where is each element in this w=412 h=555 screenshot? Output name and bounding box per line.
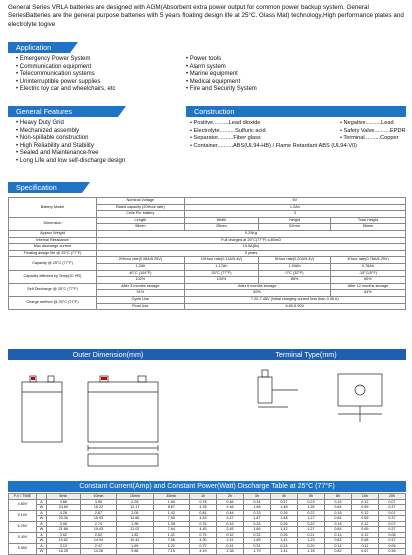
intro-text: General Series VRLA batteries are designed with AGM(Absorbent extra power output for common power backup system. General SeriesBatteries are the general purpose batteries with 5 years floating design life at 25°C. Glass Mat) technology,High performance plates and electrolyte togive bbox=[8, 4, 404, 28]
discharge-cell: 0.26 bbox=[270, 532, 297, 538]
discharge-cell: 2.62 bbox=[80, 532, 116, 538]
discharge-cell: 0.22 bbox=[297, 521, 324, 527]
spec-label: Cells Per battery bbox=[97, 211, 185, 218]
discharge-cell: 9.86 bbox=[117, 549, 153, 555]
temp-label: Capacity affected by Temp(20 HR) bbox=[9, 270, 97, 283]
application-list-left bbox=[16, 56, 116, 94]
discharge-cell: 8.67 bbox=[153, 505, 189, 511]
capacity-value: 1.2Ah bbox=[97, 263, 185, 270]
feature-item: • Long Life and low self-discharge design bbox=[16, 158, 125, 166]
discharge-cell: 11.02 bbox=[117, 527, 153, 533]
capacity-head: 10Hour rate(0.11A/5.4V) bbox=[184, 257, 259, 264]
discharge-cell: 1.60 bbox=[153, 499, 189, 505]
discharge-cell: 0.07 bbox=[378, 510, 405, 516]
discharge-cell: 16.25 bbox=[47, 549, 81, 555]
discharge-head: 3h bbox=[243, 494, 270, 500]
discharge-cell: 0.21 bbox=[297, 532, 324, 538]
spec-table bbox=[8, 197, 406, 310]
discharge-cell: 0.37 bbox=[378, 538, 405, 544]
discharge-cell: 0.78 bbox=[190, 499, 217, 505]
features-list bbox=[16, 120, 125, 166]
spec-value: 15.5A(5s) bbox=[97, 244, 406, 251]
discharge-cell: 0.14 bbox=[324, 543, 351, 549]
construction-container: • Container..........ABS(UL94-HB) / Flame Retardant ABS (UL94-V0) bbox=[190, 143, 357, 151]
discharge-cell: 4.30 bbox=[190, 538, 217, 544]
application-item: • Emergency Power System bbox=[16, 56, 116, 64]
discharge-cell: 0.69 bbox=[351, 516, 378, 522]
dimension-label: Dimension bbox=[9, 217, 97, 230]
discharge-cell: 0.12 bbox=[351, 510, 378, 516]
application-list-right bbox=[186, 56, 257, 94]
discharge-voltage: 5.25V bbox=[9, 521, 37, 532]
discharge-cell: 0.37 bbox=[378, 516, 405, 522]
discharge-cell: 0.33 bbox=[243, 521, 270, 527]
discharge-cell: 1.86 bbox=[243, 527, 270, 533]
discharge-cell: 7.96 bbox=[153, 516, 189, 522]
discharge-head: 2h bbox=[216, 494, 243, 500]
discharge-unit: W bbox=[37, 527, 47, 533]
specification-title: Specification bbox=[16, 183, 57, 192]
temp-head: 40°C (104°F) bbox=[97, 270, 185, 277]
discharge-cell: 3.13 bbox=[47, 543, 81, 549]
application-header bbox=[8, 42, 70, 53]
construction-item: • Terminal..........Copper bbox=[340, 135, 398, 143]
discharge-cell: 3.98 bbox=[47, 521, 81, 527]
application-item: • Communication equipment bbox=[16, 64, 116, 72]
discharge-cell: 0.69 bbox=[351, 527, 378, 533]
temp-head: 25°C (77°F) bbox=[184, 270, 259, 277]
discharge-unit: A bbox=[37, 510, 47, 516]
discharge-cell: 7.64 bbox=[153, 527, 189, 533]
application-item: • Medical equipment bbox=[186, 79, 257, 87]
discharge-cell: 11.66 bbox=[117, 516, 153, 522]
discharge-cell: 0.81 bbox=[190, 510, 217, 516]
discharge-head: 4h bbox=[270, 494, 297, 500]
discharge-cell: 0.06 bbox=[378, 532, 405, 538]
discharge-cell: 4.19 bbox=[190, 549, 217, 555]
discharge-cell: 1.38 bbox=[153, 521, 189, 527]
discharge-cell: 0.46 bbox=[216, 499, 243, 505]
discharge-cell: 0.11 bbox=[351, 543, 378, 549]
discharge-cell: 0.83 bbox=[324, 538, 351, 544]
feature-item: • High Reliability and Stability bbox=[16, 143, 125, 151]
discharge-voltage: 5.40V bbox=[9, 532, 37, 543]
discharge-cell: 2.38 bbox=[216, 549, 243, 555]
discharge-cell: 3.06 bbox=[80, 499, 116, 505]
outer-dimension-title: Outer Dimension(mm) bbox=[72, 350, 144, 359]
spec-value: 1.2Ah bbox=[184, 204, 405, 211]
spec-label: Max.discharge current bbox=[9, 244, 97, 251]
discharge-cell: 1.41 bbox=[270, 538, 297, 544]
spec-value: 3 bbox=[184, 211, 405, 218]
discharge-cell: 0.36 bbox=[378, 549, 405, 555]
discharge-cell: 0.32 bbox=[243, 532, 270, 538]
self-head: After 6 months storage bbox=[184, 283, 330, 290]
discharge-cell: 0.84 bbox=[324, 527, 351, 533]
terminal-drawing bbox=[258, 377, 272, 403]
discharge-cell: 1.82 bbox=[117, 532, 153, 538]
discharge-cell: 7.15 bbox=[153, 549, 189, 555]
discharge-cell: 1.42 bbox=[153, 510, 189, 516]
self-value: 64% bbox=[330, 290, 405, 297]
capacity-label: Capacity @ 25°C (77°F) bbox=[9, 257, 97, 270]
discharge-cell: 0.34 bbox=[243, 499, 270, 505]
discharge-cell: 0.75 bbox=[190, 532, 217, 538]
features-title: General Features bbox=[16, 107, 72, 116]
discharge-cell: 0.16 bbox=[324, 510, 351, 516]
discharge-unit: W bbox=[37, 538, 47, 544]
discharge-cell: 2.41 bbox=[216, 538, 243, 544]
feature-item: • Heavy Duty Grid bbox=[16, 120, 125, 128]
discharge-unit: W bbox=[37, 505, 47, 511]
self-head: After 3 months storage bbox=[97, 283, 185, 290]
application-title: Application bbox=[16, 43, 52, 52]
discharge-unit: A bbox=[37, 532, 47, 538]
discharge-cell: 0.27 bbox=[270, 499, 297, 505]
spec-label: Rated capacity (20Hour rate) bbox=[97, 204, 185, 211]
discharge-cell: 0.37 bbox=[378, 505, 405, 511]
discharge-cell: 1.27 bbox=[297, 516, 324, 522]
discharge-table-title: Constant Current(Amp) and Constant Power(Watt) Discharge Table at 25°C (77°F) bbox=[79, 483, 335, 490]
discharge-cell: 0.68 bbox=[351, 538, 378, 544]
battery-top-view bbox=[88, 454, 158, 466]
discharge-cell: 15.43 bbox=[80, 527, 116, 533]
discharge-unit: A bbox=[37, 521, 47, 527]
discharge-cell: 1.85 bbox=[243, 538, 270, 544]
discharge-cell: 0.67 bbox=[351, 549, 378, 555]
terminal-type-header bbox=[206, 349, 406, 360]
charge-head: Cycle Use bbox=[97, 296, 185, 303]
discharge-cell: 0.76 bbox=[190, 521, 217, 527]
dim-value: 52mm bbox=[259, 224, 331, 231]
dim-head: Width bbox=[184, 217, 259, 224]
construction-list bbox=[190, 120, 406, 150]
discharge-table bbox=[8, 493, 406, 555]
dimension-drawings bbox=[8, 362, 406, 470]
battery-model-label: Battery Model bbox=[9, 198, 97, 218]
self-value: 82% bbox=[184, 290, 330, 297]
discharge-cell: 1.86 bbox=[243, 505, 270, 511]
discharge-cell: 2.05 bbox=[117, 510, 153, 516]
discharge-unit: W bbox=[37, 549, 47, 555]
discharge-cell: 0.26 bbox=[270, 521, 297, 527]
discharge-cell: 0.23 bbox=[297, 499, 324, 505]
application-item: • Alarm system bbox=[186, 64, 257, 72]
features-header bbox=[8, 106, 118, 117]
charge-value: 6.80-6.90V bbox=[184, 303, 405, 310]
construction-item: • Electrolyte..........Sulfuric acid bbox=[190, 128, 340, 136]
discharge-cell: 0.20 bbox=[297, 543, 324, 549]
discharge-cell: 4.28 bbox=[47, 510, 81, 516]
self-discharge-label: Self Discharge @ 25°C (77°F) bbox=[9, 283, 97, 296]
capacity-head: 5Hour rate(0.20A/5.4V) bbox=[259, 257, 331, 264]
discharge-cell: 1.41 bbox=[270, 549, 297, 555]
discharge-head: 20h bbox=[378, 494, 405, 500]
construction-item: • Negative..........Lead bbox=[340, 120, 394, 128]
outer-dimension-header bbox=[8, 349, 208, 360]
discharge-cell: 2.47 bbox=[216, 516, 243, 522]
discharge-cell: 12.17 bbox=[117, 505, 153, 511]
discharge-cell: 10.42 bbox=[117, 538, 153, 544]
discharge-cell: 1.79 bbox=[243, 549, 270, 555]
capacity-head: 20Hour rate(0.06A/5.25V) bbox=[97, 257, 185, 264]
self-value: 91% bbox=[97, 290, 185, 297]
capacity-head: 1Hour rate(0.78A/5.25V) bbox=[330, 257, 405, 264]
discharge-cell: 1.26 bbox=[297, 505, 324, 511]
dim-head: Length bbox=[97, 217, 185, 224]
discharge-cell: 14.94 bbox=[80, 538, 116, 544]
discharge-voltage: 4.80V bbox=[9, 499, 37, 510]
construction-item: • Safety Valve..........EPDR bbox=[340, 128, 406, 136]
discharge-cell: 0.82 bbox=[324, 549, 351, 555]
discharge-voltage: 5.10V bbox=[9, 510, 37, 521]
discharge-cell: 0.14 bbox=[324, 532, 351, 538]
application-item: • Electric toy car and wheelchairs, etc bbox=[16, 86, 116, 94]
discharge-cell: 16.22 bbox=[80, 505, 116, 511]
capacity-value: 0.78Ah bbox=[330, 263, 405, 270]
discharge-unit: A bbox=[37, 499, 47, 505]
dim-head: Height bbox=[259, 217, 331, 224]
discharge-head: 8h bbox=[324, 494, 351, 500]
charge-method-label: Charge method @ 25°C (77°F) bbox=[9, 296, 97, 309]
spec-value: Full charged at 25°C(77°F) ≤:80mΩ bbox=[97, 237, 406, 244]
discharge-cell: 1.96 bbox=[117, 521, 153, 527]
discharge-voltage: 5.55V bbox=[9, 543, 37, 554]
discharge-cell: 2.46 bbox=[216, 505, 243, 511]
spec-value: 6V bbox=[184, 198, 405, 205]
discharge-cell: 1.27 bbox=[297, 527, 324, 533]
discharge-row bbox=[9, 549, 406, 555]
discharge-table-header bbox=[8, 481, 406, 492]
discharge-cell: 14.28 bbox=[80, 549, 116, 555]
spec-value: 5 years bbox=[97, 250, 406, 257]
discharge-cell: 0.43 bbox=[216, 521, 243, 527]
discharge-cell: 0.44 bbox=[216, 510, 243, 516]
discharge-cell: 0.41 bbox=[216, 543, 243, 549]
construction-title: Construction bbox=[194, 107, 235, 116]
discharge-cell: 0.26 bbox=[270, 510, 297, 516]
discharge-head: 5min bbox=[47, 494, 81, 500]
discharge-cell: 0.84 bbox=[324, 505, 351, 511]
discharge-cell: 0.72 bbox=[190, 543, 217, 549]
application-item: • Fire and Security System bbox=[186, 86, 257, 94]
application-item: • Uninterruptible power supplies bbox=[16, 79, 116, 87]
discharge-cell: 0.42 bbox=[216, 532, 243, 538]
spec-label: Nominal Voltage bbox=[97, 198, 185, 205]
discharge-head: 10h bbox=[351, 494, 378, 500]
feature-item: • Mechanized assembly bbox=[16, 128, 125, 136]
discharge-cell: 0.84 bbox=[324, 516, 351, 522]
discharge-head: 10min bbox=[80, 494, 116, 500]
dim-head: Total Height bbox=[330, 217, 405, 224]
spec-label: Approx Weight bbox=[9, 230, 97, 237]
discharge-cell: 0.12 bbox=[351, 532, 378, 538]
temp-head: 0°C (32°F) bbox=[259, 270, 331, 277]
capacity-value: 1.04Ah bbox=[259, 263, 331, 270]
discharge-head: 1h bbox=[190, 494, 217, 500]
discharge-cell: 2.47 bbox=[80, 543, 116, 549]
discharge-cell: 0.06 bbox=[378, 543, 405, 549]
discharge-cell: 3.62 bbox=[47, 532, 81, 538]
construction-item: • Separator..........Fiber glass bbox=[190, 135, 340, 143]
application-item: • Marine equipment bbox=[186, 71, 257, 79]
self-head: After 12 months storage bbox=[330, 283, 405, 290]
discharge-head: F.V / TIME bbox=[9, 494, 37, 500]
spec-value: 0.29Kg bbox=[97, 230, 406, 237]
discharge-cell: 0.69 bbox=[351, 505, 378, 511]
discharge-cell: 0.24 bbox=[270, 543, 297, 549]
charge-value: 7.20-7.45V (Initial charging current less than 0.36 A) bbox=[184, 296, 405, 303]
discharge-cell: 0.12 bbox=[351, 499, 378, 505]
specification-header bbox=[8, 182, 82, 193]
temp-value: 102% bbox=[97, 277, 185, 284]
discharge-body bbox=[9, 499, 406, 554]
discharge-cell: 0.07 bbox=[378, 521, 405, 527]
temp-head: -15°C(5°F) bbox=[330, 270, 405, 277]
temp-value: 65% bbox=[330, 277, 405, 284]
discharge-cell: 4.45 bbox=[190, 527, 217, 533]
discharge-cell: 23.36 bbox=[47, 516, 81, 522]
discharge-unit: W bbox=[37, 516, 47, 522]
discharge-cell: 0.07 bbox=[378, 499, 405, 505]
discharge-cell: 0.31 bbox=[243, 543, 270, 549]
discharge-cell: 0.37 bbox=[378, 527, 405, 533]
feature-item: • Sealed and Maintenance-free bbox=[16, 150, 125, 158]
discharge-cell: 4.25 bbox=[190, 505, 217, 511]
discharge-cell: 19.62 bbox=[47, 538, 81, 544]
discharge-cell: 1.48 bbox=[270, 505, 297, 511]
dim-value: 25mm bbox=[184, 224, 259, 231]
discharge-cell: 1.87 bbox=[243, 516, 270, 522]
spec-label: Internal Resistance bbox=[9, 237, 97, 244]
discharge-cell: 0.12 bbox=[351, 521, 378, 527]
discharge-head: 5h bbox=[297, 494, 324, 500]
spec-label: Floating design life @ 25°C (77°F) bbox=[9, 250, 97, 257]
discharge-cell: 24.60 bbox=[47, 505, 81, 511]
feature-item: • Non-spillable construction bbox=[16, 135, 125, 143]
charge-head: Float Use bbox=[97, 303, 185, 310]
discharge-cell: 15.93 bbox=[80, 516, 116, 522]
discharge-cell: 0.22 bbox=[297, 510, 324, 516]
discharge-cell: 1.48 bbox=[270, 516, 297, 522]
discharge-cell: 4.53 bbox=[190, 516, 217, 522]
discharge-cell: 1.18 bbox=[297, 549, 324, 555]
application-item: • Power tools bbox=[186, 56, 257, 64]
discharge-cell: 2.74 bbox=[80, 521, 116, 527]
discharge-cell: 2.45 bbox=[216, 527, 243, 533]
discharge-cell: 1.31 bbox=[153, 532, 189, 538]
terminal-type-title: Terminal Type(mm) bbox=[275, 350, 337, 359]
discharge-head: 30min bbox=[153, 494, 189, 500]
discharge-cell: 2.87 bbox=[80, 510, 116, 516]
discharge-unit: A bbox=[37, 543, 47, 549]
discharge-head: 15min bbox=[117, 494, 153, 500]
discharge-cell: 7.56 bbox=[153, 538, 189, 544]
discharge-cell: 0.33 bbox=[243, 510, 270, 516]
discharge-cell: 1.69 bbox=[117, 543, 153, 549]
battery-front-view bbox=[22, 382, 62, 442]
discharge-cell: 1.42 bbox=[270, 527, 297, 533]
temp-value: 100% bbox=[184, 277, 259, 284]
temp-value: 85% bbox=[259, 277, 331, 284]
discharge-cell: 21.86 bbox=[47, 527, 81, 533]
construction-header bbox=[186, 106, 406, 117]
application-item: • Telecommunication systems bbox=[16, 71, 116, 79]
battery-side-view bbox=[88, 382, 158, 442]
capacity-value: 1.17Ah bbox=[184, 263, 259, 270]
construction-item: • Positive..........Lead dioxide bbox=[190, 120, 340, 128]
dim-value: 56mm bbox=[330, 224, 405, 231]
dim-value: 98mm bbox=[97, 224, 185, 231]
discharge-cell: 0.16 bbox=[324, 521, 351, 527]
discharge-cell: 4.68 bbox=[47, 499, 81, 505]
discharge-cell: 1.22 bbox=[153, 543, 189, 549]
discharge-cell: 2.28 bbox=[117, 499, 153, 505]
discharge-cell: 1.23 bbox=[297, 538, 324, 544]
discharge-cell: 0.16 bbox=[324, 499, 351, 505]
